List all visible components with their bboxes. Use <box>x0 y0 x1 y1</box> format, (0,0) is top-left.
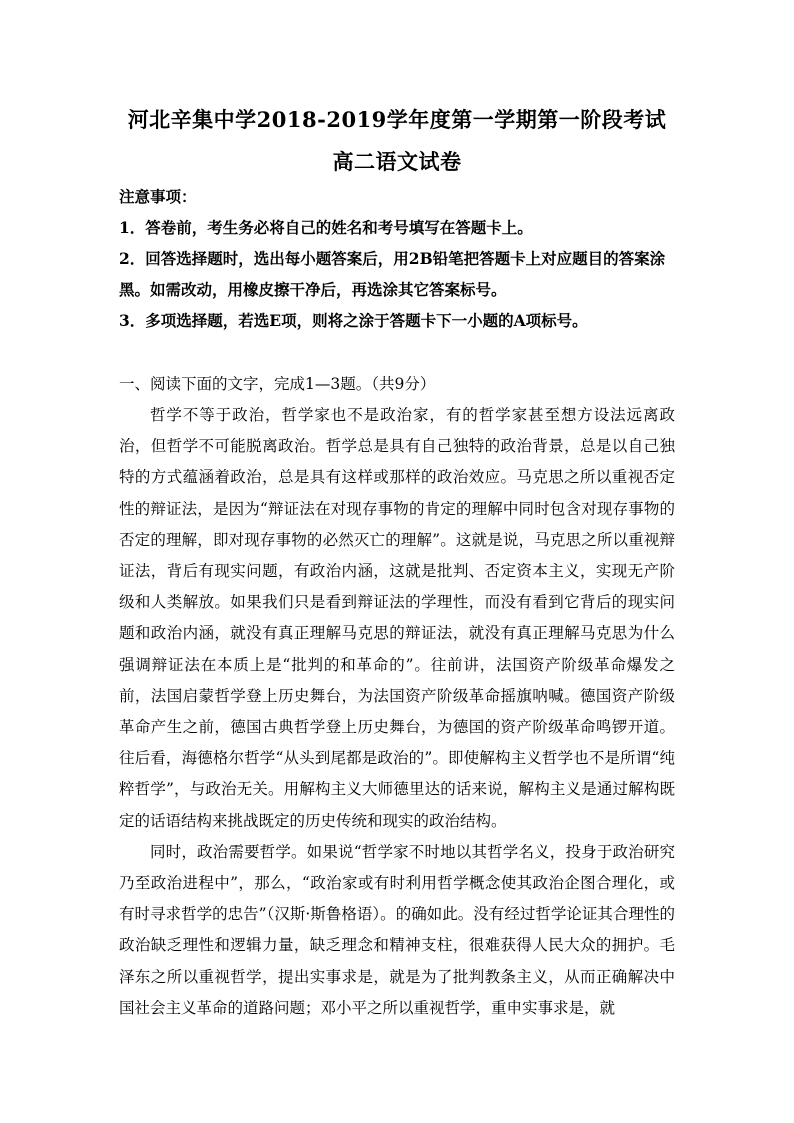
notice-list <box>119 212 679 336</box>
exam-title: 河北辛集中学2018-2019学年度第一学期第一阶段考试 <box>127 107 667 132</box>
notice-item-2: 2．回答选择题时，选出每小题答案后，用2B铅笔把答题卡上对应题目的答案涂黑。如需改动，用橡皮擦干净后，再选涂其它答案标号。 <box>119 249 666 299</box>
exam-subtitle: 高二语文试卷 <box>332 149 462 174</box>
passage-paragraph-2: 同时，政治需要哲学。如果说“哲学家不时地以其哲学名义，投身于政治研究乃至政治进程中”，那么，“政治家或有时利用哲学概念使其政治企图合理化，或有时寻求哲学的忠告”（汉斯·斯鲁格语）。的确如此。没有经过哲学论证其合理性的政治缺乏理性和逻辑力量，缺乏理念和精神支柱，很难获得人民大众的拥护。毛泽东之所以重视哲学，提出实事求是，就是为了批判教条主义，从而正确解决中国社会主义革命的道路问题；邓小平之所以重视哲学，重申实事求是，就 <box>119 842 675 1017</box>
passage-paragraph-1: 哲学不等于政治，哲学家也不是政治家，有的哲学家甚至想方设法远离政治，但哲学不可能脱离政治。哲学总是具有自己独特的政治背景，总是以自己独特的方式蕴涵着政治，总是具有这样或那样的政治效应。马克思之所以重视否定性的辩证法，是因为“辩证法在对现存事物的肯定的理解中同时包含对现存事物的否定的理解，即对现存事物的必然灭亡的理解”。这就是说，马克思之所以重视辩证法，背后有现实问题，有政治内涵，这就是批判、否定资本主义，实现无产阶级和人类解放。如果我们只是看到辩证法的学理性，而没有看到它背后的现实问题和政治内涵，就没有真正理解马克思的辩证法，就没有真正理解马克思为什么强调辩证法在本质上是“批判的和革命的”。往前讲，法国资产阶级革命爆发之前，法国启蒙哲学登上历史舞台，为法国资产阶级革命摇旗呐喊。德国资产阶级革命产生之前，德国古典哲学登上历史舞台，为德国的资产阶级革命鸣锣开道。往后看，海德格尔哲学“从头到尾都是政治的”。即使解构主义哲学也不是所谓“纯粹哲学”，与政治无关。用解构主义大师德里达的话来说，解构主义是通过解构既定的话语结构来挑战既定的历史传统和现实的政治结构。 <box>119 406 675 830</box>
reading-passage <box>119 400 675 1024</box>
notice-item-1: 1．答卷前，考生务必将自己的姓名和考号填写在答题卡上。 <box>119 218 533 237</box>
section-heading: 一、阅读下面的文字，完成1—3题。（共9分） <box>119 375 436 393</box>
notice-heading: 注意事项： <box>119 187 197 206</box>
notice-item-3: 3．多项选择题，若选E项，则将之涂于答题卡下一小题的A项标号。 <box>119 311 588 330</box>
